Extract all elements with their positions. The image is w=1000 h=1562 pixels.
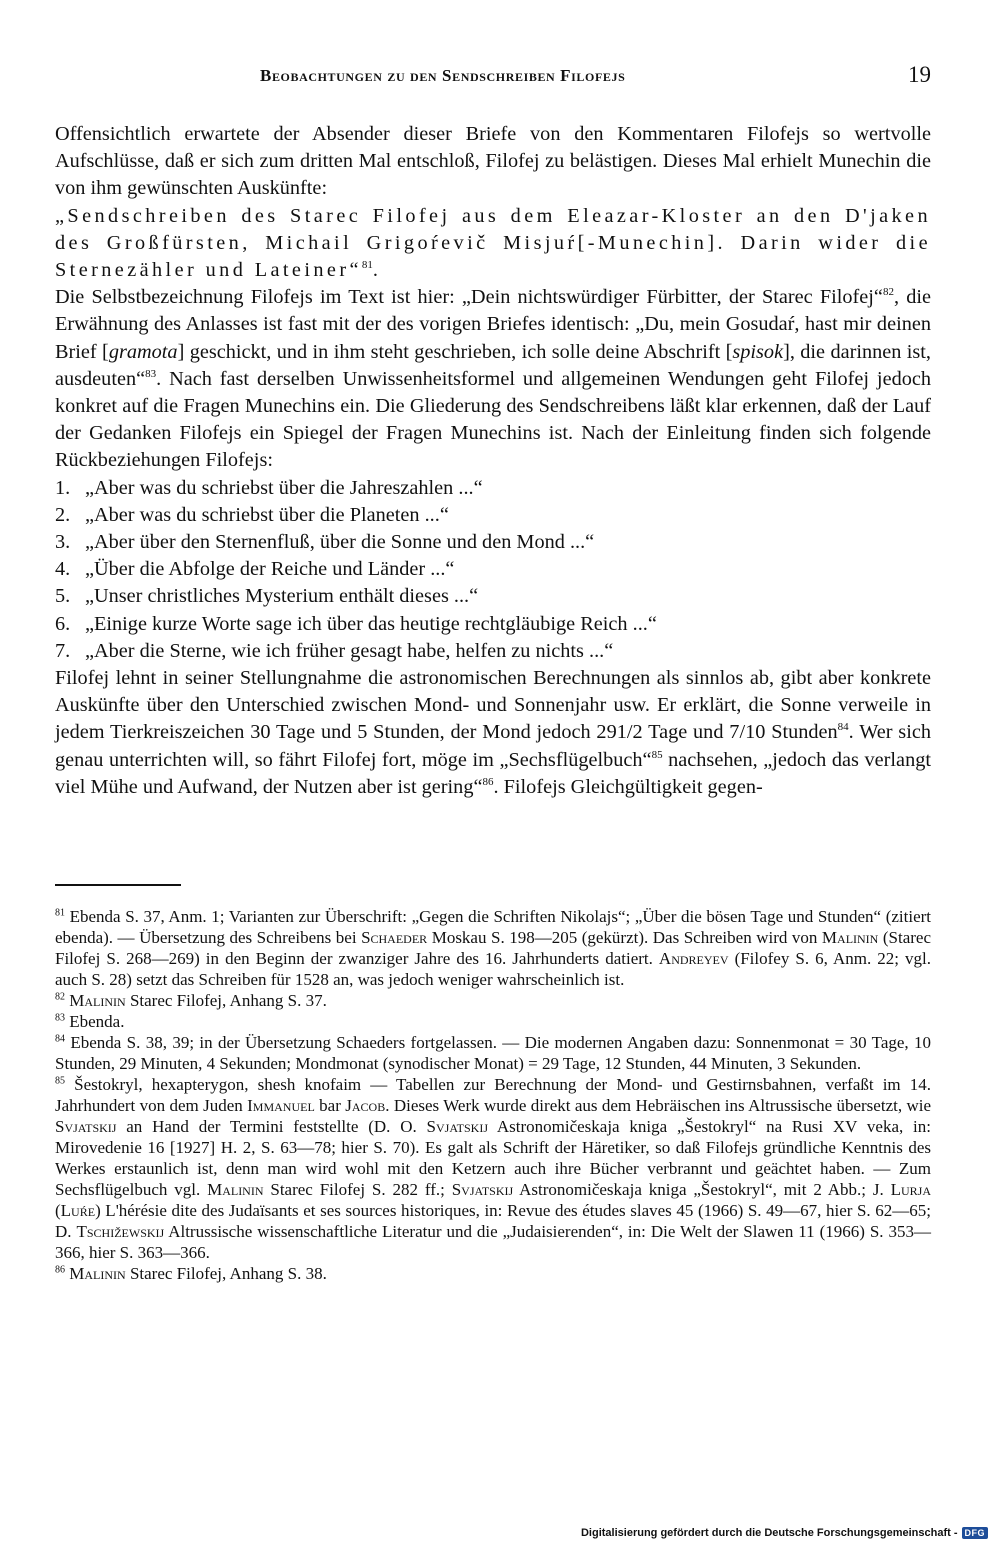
credit-text: Digitalisierung gefördert durch die Deutsche Forschungsgemeinschaft - [580,1527,958,1539]
author-name: Schaeder [361,928,428,947]
text-run: . Wer sich genau unterrichten will, so fährt Filofej fort, möge im „Sechsflügelbuch“ [55,721,931,771]
author-name: Immanuel [247,1096,315,1115]
italic-term: spisok [732,340,784,363]
author-name: Svjatskij [55,1117,117,1136]
text-run: Astronomičeskaja kniga „Šestokryl“, mit 2 Abb.; J. [513,1180,891,1199]
text-run: Šestokryl, hexapterygon, shesh knofaim — Tabellen zur Berechnung der Mond- und Gestirnsbahnen, verfaßt im 14. Jahrhundert von dem Juden [55,1075,932,1115]
text-run: (Filofey S. 6, Anm. 22; vgl. auch S. 28) setzt das Schreiben für 1528 an, was jedoch weniger wahrscheinlich ist. [55,949,931,989]
author-name: Malinin [69,991,126,1010]
text-run: Moskau S. 198—205 (gekürzt). Das Schreiben wird von [427,928,822,947]
text-run: Ebenda. [69,1012,125,1031]
footnote-ref: 84 [837,721,849,734]
list-number: 6. [55,612,71,635]
quoted-title-paragraph [55,203,931,285]
footnote-ref: 85 [651,748,663,761]
paragraph [55,665,931,801]
running-title: Beobachtungen zu den Sendschreiben Filofejs [260,66,626,85]
list-text: „Einige kurze Worte sage ich über das heutige rechtgläubige Reich ...“ [85,612,657,635]
list-text: „Aber was du schriebst über die Jahreszahlen ...“ [85,476,483,499]
author-name: Malinin [207,1180,264,1199]
text-run: Filofej lehnt in seiner Stellungnahme die astronomischen Berechnungen als sinnlos ab, gibt aber konkrete Auskünfte über den Unterschied zwischen Mond- und Sonnenjahr usw. Er erklärt, die Sonne verweile in jedem Tierkreiszeichen 30 Tage und 5 Stunden, der Mond jedoch 29 [55,667,931,744]
list-number: 1. [55,476,71,499]
text-run: Die Selbstbezeichnung Filofejs im Text ist hier: „Dein nichtswürdiger Fürbitter, der Starec Filofej“ [55,286,883,309]
punctuation: . [372,259,378,282]
text-run: nachsehen, „jedoch das verlangt viel Mühe und Aufwand, der Nutzen aber ist gering“ [55,748,931,798]
footnote-84 [55,1032,931,1074]
text-run: . Nach fast derselben Unwissenheitsformel und allgemeinen Wendungen geht Filofej jedoch konkret auf die Fragen Munechins ein. Die Gliederung des Sendschreibens läßt klar erkennen, daß der Lauf der Gedanken Filofejs ein Spiegel der Fragen Munechins ist. Nach der Einleitung finden sich folgende Rückbeziehungen Filofejs: [55,367,931,472]
list-item [55,556,931,583]
footnote-85 [55,1074,931,1263]
text-run: Starec Filofej S. 282 ff.; [263,1180,452,1199]
list-text: „Aber die Sterne, wie ich früher gesagt habe, helfen zu nichts ...“ [85,639,614,662]
list-item [55,475,931,502]
page-header [55,62,931,96]
footnote-ref: 83 [145,368,157,381]
text-run: Starec Filofej, Anhang S. 37. [125,991,327,1010]
list-text: „Über die Abfolge der Reiche und Länder ...“ [85,558,455,581]
text-run: . Dieses Werk wurde direkt aus dem Hebräischen ins Altrussische übersetzt, wie [385,1096,931,1115]
footnote-separator [55,884,181,886]
numbered-list [55,475,931,665]
paragraph: Offensichtlich erwartete der Absender dieser Briefe von den Kommentaren Filofejs so wertvolle Aufschlüsse, daß er sich zum dritten Mal entschloß, Filofej zu belästigen. Dieses Mal erhielt Munechin die von ihm gewünschten Auskünfte: [55,123,931,200]
list-number: 7. [55,639,71,662]
list-item [55,502,931,529]
text-run: Astronomičeskaja kniga „Šestokryl“ na Rusi XV veka, in: Mirovedenie 16 [1927] H. 2, S. 63—78; hier S. 70). Es galt als Schrift der Häretiker, so daß Filofejs gründliche Kenntnis des Werkes erstaunlich ist, denn man wird wohl mit den Ketzern auch ihre Bücher verbrannt und geächtet haben. — Zum Sechsflügelbuch vgl. [55,1117,931,1199]
list-number: 4. [55,558,71,581]
footnote-number: 85 [55,1075,65,1087]
text-run: ] geschickt, und in ihm steht geschrieben, ich solle deine Abschrift [ [177,340,733,363]
text-run: Ebenda S. 38, 39; in der Übersetzung Schaeders fortgelassen. — Die modernen Angaben dazu: Sonnenmonat = 30 Tage, 10 Stunden, 29 Minuten, 4 Sekunden; Mondmonat (synodischer Monat) = 29 Tage, 12 Stunden, 44 Minuten, 3 Sekunden. [55,1033,932,1073]
author-name: Luŕe [60,1201,96,1220]
main-text [55,121,931,801]
footnote-number: 81 [55,907,65,919]
text-run: Starec Filofej, Anhang S. 38. [125,1264,327,1283]
footnote-number: 83 [55,1012,65,1024]
author-name: Malinin [69,1264,126,1283]
list-item [55,611,931,638]
fraction: 1/2 [616,721,643,744]
fraction: 7/10 [729,721,766,744]
footnote-83 [55,1011,931,1032]
text-run: ( [55,1201,61,1220]
author-name: Tschižewskij [76,1222,165,1241]
list-number: 5. [55,585,71,608]
text-run: bar [314,1096,346,1115]
list-text: „Aber was du schriebst über die Planeten ...“ [85,503,449,526]
text-run: Stunden [765,721,838,744]
text-run: an Hand der Termini feststellte (D. O. [116,1117,427,1136]
text-run: . Filofejs Gleichgültigkeit gegen- [493,775,763,798]
paragraph [55,284,931,474]
footnote-ref: 81 [361,259,373,272]
list-number: 3. [55,531,71,554]
author-name: Andreyev [658,949,729,968]
author-name: Svjatskij [451,1180,514,1199]
text-run: , die Erwähnung des Anlasses ist fast mit der des vorigen Briefes identisch: „Du, mein Gosudaŕ, hast mir deinen Brief [ [55,286,931,363]
footnote-ref: 86 [482,776,494,789]
text-run: (Starec Filofej S. 268—269) in den Beginn der zwanziger Jahre des 16. Jahrhunderts datiert. [55,928,931,968]
digitization-credit [581,1527,988,1539]
text-run: ], die darinnen ist, ausdeuten“ [55,340,932,390]
footnote-82 [55,990,931,1011]
text-run: ) L'hérésie dite des Judaïsants et ses sources historiques, in: Revue des études slaves 45 (1966) S. 49—67, hier S. 62—65; D. [55,1201,931,1241]
footnote-number: 82 [55,991,65,1003]
text-run: Ebenda S. 37, Anm. 1; Varianten zur Überschrift: „Gegen die Schriften Nikolajs“; „Über die bösen Tage und Stunden“ (zitiert ebenda). — Übersetzung des Schreibens bei [55,907,931,947]
footnotes [55,906,931,1284]
author-name: Malinin [821,928,879,947]
author-name: Jacob [345,1096,386,1115]
list-text: „Unser christliches Mysterium enthält dieses ...“ [85,585,479,608]
list-item [55,529,931,556]
list-text: „Aber über den Sternenfluß, über die Sonne und den Mond ...“ [85,531,595,554]
list-number: 2. [55,503,71,526]
list-item [55,638,931,665]
quoted-title: „Sendschreiben des Starec Filofej aus dem Eleazar-Kloster an den D'jaken des Großfürsten, Michail Grigoŕevič Misjuŕ[-Munechin]. Darin wider die Sternezähler und Lateiner“ [55,204,931,282]
footnote-86 [55,1263,931,1284]
footnote-81 [55,906,931,990]
footnote-number: 86 [55,1264,65,1276]
author-name: Svjatskij [426,1117,488,1136]
footnote-number: 84 [55,1033,65,1045]
italic-term: gramota [108,340,178,363]
author-name: Lurja [890,1180,931,1199]
text-run: Altrussische wissenschaftliche Literatur und die „Judaisierenden“, in: Die Welt der Slawen 11 (1966) S. 353—366, hier S. 363—366. [55,1222,931,1262]
page-number: 19 [908,62,931,87]
list-item [55,583,931,610]
footnote-ref: 82 [882,286,894,299]
dfg-logo-icon: DFG [962,1527,989,1539]
text-run: Tage und [642,721,730,744]
